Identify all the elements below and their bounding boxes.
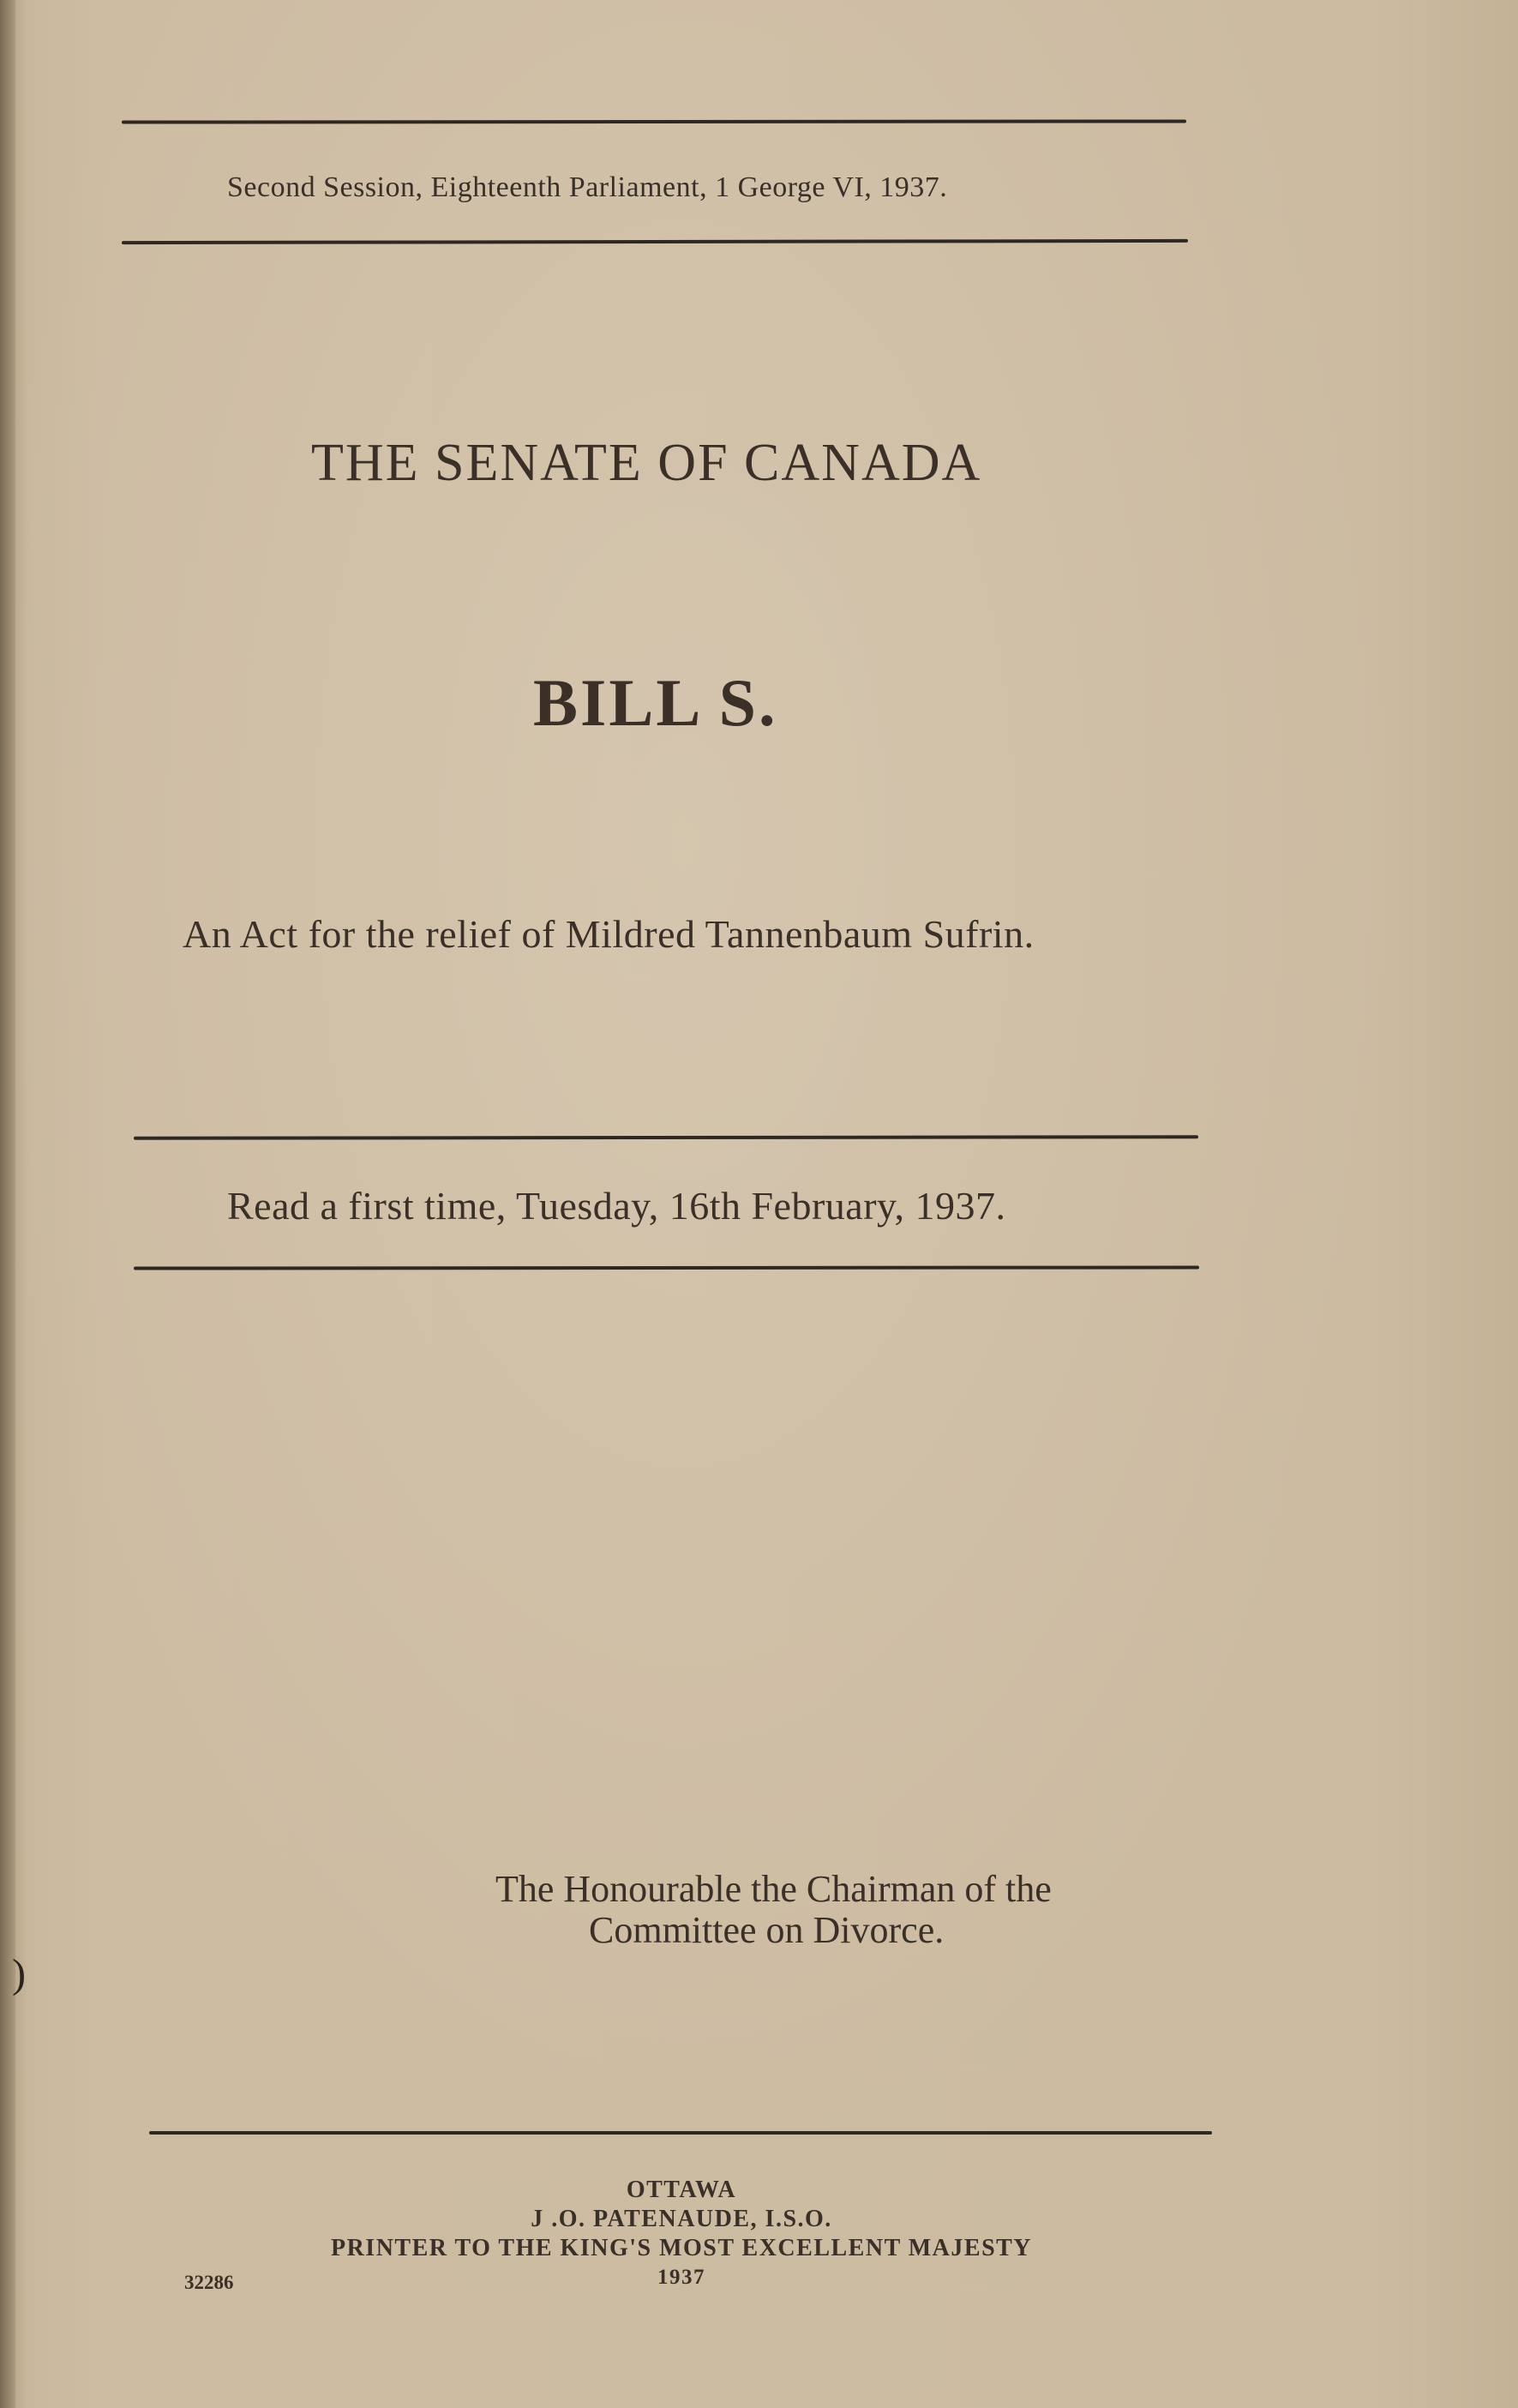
top-rule-lower (122, 239, 1188, 244)
imprint-year: 1937 (657, 2266, 705, 2289)
bill-title: BILL S. (533, 665, 778, 740)
binding-spine (0, 0, 15, 2408)
sponsor-line-1: The Honourable the Chairman of the (495, 1868, 1052, 1910)
reading-line: Read a first time, Tuesday, 16th February, 1937. (227, 1184, 1006, 1228)
imprint-printer-name: J .O. PATENAUDE, I.S.O. (531, 2206, 832, 2232)
act-description: An Act for the relief of Mildred Tannenbaum Sufrin. (183, 912, 1035, 956)
reading-rule-lower (134, 1265, 1199, 1270)
reading-rule-upper (134, 1135, 1198, 1140)
top-rule-upper (122, 119, 1186, 123)
senate-heading: THE SENATE OF CANADA (311, 434, 982, 492)
session-line: Second Session, Eighteenth Parliament, 1 George VI, 1937. (227, 171, 948, 203)
imprint-rule (149, 2131, 1212, 2135)
sponsor-line-2: Committee on Divorce. (589, 1909, 945, 1951)
sponsor-block (495, 1869, 1181, 1951)
printer-imprint (249, 2176, 1114, 2292)
imprint-city: OTTAWA (626, 2177, 737, 2203)
margin-mark: ) (12, 1951, 26, 1997)
imprint-printer-title: PRINTER TO THE KING'S MOST EXCELLENT MAJESTY (330, 2235, 1033, 2261)
document-code: 32286 (184, 2272, 234, 2293)
